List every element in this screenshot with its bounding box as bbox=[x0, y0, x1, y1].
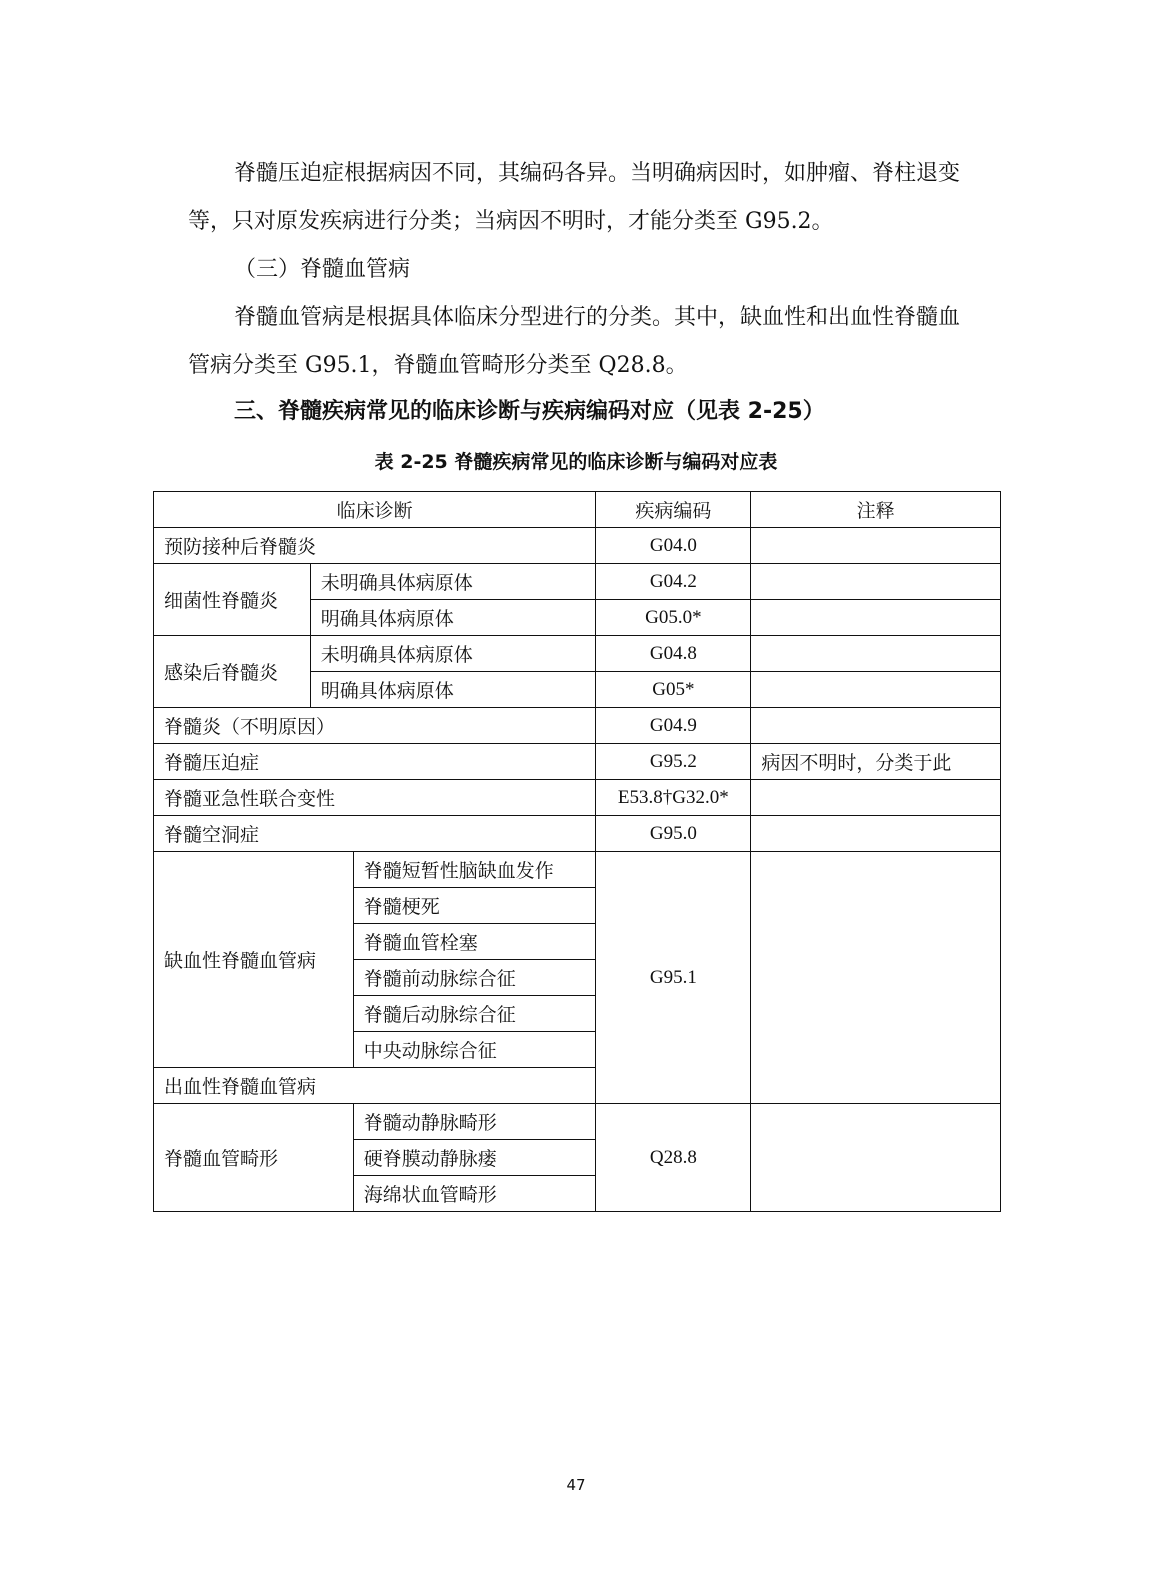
diagnosis-group-cell: 脊髓血管畸形 bbox=[154, 1104, 354, 1212]
code-cell: G05* bbox=[596, 672, 751, 708]
table-row bbox=[154, 528, 1001, 564]
note-cell bbox=[751, 1104, 1001, 1212]
diagnosis-cell: 出血性脊髓血管病 bbox=[154, 1068, 596, 1104]
diagnosis-cell: 脊髓空洞症 bbox=[154, 816, 596, 852]
note-cell: 病因不明时，分类于此 bbox=[751, 744, 1001, 780]
note-cell bbox=[751, 852, 1001, 1104]
table-row bbox=[154, 744, 1001, 780]
note-cell bbox=[751, 816, 1001, 852]
table-caption: 表 2-25 脊髓疾病常见的临床诊断与编码对应表 bbox=[374, 451, 778, 473]
table-row bbox=[154, 636, 1001, 672]
table-header-row bbox=[154, 492, 1001, 528]
code-cell: Q28.8 bbox=[596, 1104, 751, 1212]
note-cell bbox=[751, 600, 1001, 636]
code-cell: G04.8 bbox=[596, 636, 751, 672]
sub-diagnosis-cell: 明确具体病原体 bbox=[310, 672, 596, 708]
sub-diagnosis-cell: 脊髓后动脉综合征 bbox=[353, 996, 596, 1032]
diagnosis-cell: 脊髓压迫症 bbox=[154, 744, 596, 780]
diagnosis-group-cell: 缺血性脊髓血管病 bbox=[154, 852, 354, 1068]
diagnosis-group-cell: 细菌性脊髓炎 bbox=[154, 564, 311, 636]
sub-diagnosis-cell: 明确具体病原体 bbox=[310, 600, 596, 636]
code-cell: G95.0 bbox=[596, 816, 751, 852]
sub-diagnosis-cell: 海绵状血管畸形 bbox=[353, 1176, 596, 1212]
subheading-vascular: （三）脊髓血管病 bbox=[234, 257, 411, 282]
note-cell bbox=[751, 636, 1001, 672]
table-row bbox=[154, 564, 1001, 600]
table-row bbox=[154, 816, 1001, 852]
header-code: 疾病编码 bbox=[596, 492, 751, 528]
page-number: 47 bbox=[566, 1476, 586, 1494]
sub-diagnosis-cell: 未明确具体病原体 bbox=[310, 636, 596, 672]
sub-diagnosis-cell: 脊髓血管栓塞 bbox=[353, 924, 596, 960]
table-row bbox=[154, 780, 1001, 816]
note-cell bbox=[751, 528, 1001, 564]
diagnosis-cell: 预防接种后脊髓炎 bbox=[154, 528, 596, 564]
sub-diagnosis-cell: 中央动脉综合征 bbox=[353, 1032, 596, 1068]
sub-diagnosis-cell: 脊髓梗死 bbox=[353, 888, 596, 924]
code-cell: G04.9 bbox=[596, 708, 751, 744]
sub-diagnosis-cell: 硬脊膜动静脉瘘 bbox=[353, 1140, 596, 1176]
code-cell: G04.0 bbox=[596, 528, 751, 564]
note-cell bbox=[751, 672, 1001, 708]
header-note: 注释 bbox=[751, 492, 1001, 528]
table-row bbox=[154, 1104, 1001, 1140]
sub-diagnosis-cell: 脊髓动静脉畸形 bbox=[353, 1104, 596, 1140]
note-cell bbox=[751, 780, 1001, 816]
table-row bbox=[154, 708, 1001, 744]
paragraph-compression: 脊髓压迫症根据病因不同，其编码各异。当明确病因时，如肿瘤、脊柱退变等，只对原发疾病进行分类；当病因不明时，才能分类至 G95.2。 bbox=[188, 161, 961, 234]
sub-diagnosis-cell: 脊髓短暂性脑缺血发作 bbox=[353, 852, 596, 888]
header-diagnosis: 临床诊断 bbox=[154, 492, 596, 528]
diagnosis-code-table bbox=[153, 491, 1001, 1212]
sub-diagnosis-cell: 脊髓前动脉综合征 bbox=[353, 960, 596, 996]
note-cell bbox=[751, 708, 1001, 744]
code-cell: G95.2 bbox=[596, 744, 751, 780]
sub-diagnosis-cell: 未明确具体病原体 bbox=[310, 564, 596, 600]
paragraph-vascular: 脊髓血管病是根据具体临床分型进行的分类。其中，缺血性和出血性脊髓血管病分类至 G95.1，脊髓血管畸形分类至 Q28.8。 bbox=[188, 305, 961, 378]
code-cell: G95.1 bbox=[596, 852, 751, 1104]
code-cell: G05.0* bbox=[596, 600, 751, 636]
diagnosis-cell: 脊髓炎（不明原因） bbox=[154, 708, 596, 744]
code-cell: E53.8†G32.0* bbox=[596, 780, 751, 816]
diagnosis-cell: 脊髓亚急性联合变性 bbox=[154, 780, 596, 816]
note-cell bbox=[751, 564, 1001, 600]
section-heading: 三、脊髓疾病常见的临床诊断与疾病编码对应（见表 2-25） bbox=[234, 399, 825, 424]
table-row bbox=[154, 852, 1001, 888]
diagnosis-group-cell: 感染后脊髓炎 bbox=[154, 636, 311, 708]
code-cell: G04.2 bbox=[596, 564, 751, 600]
